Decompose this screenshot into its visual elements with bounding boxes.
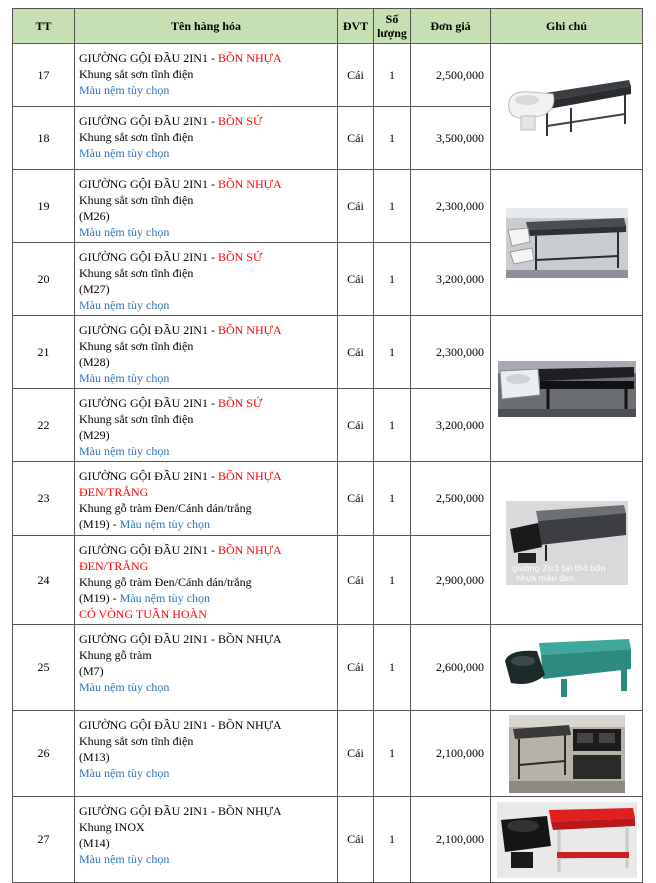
row-option: Màu nệm tùy chọn xyxy=(79,444,170,458)
product-photo-shampoo-bed-red-inox xyxy=(497,802,637,878)
row-option: Màu nệm tùy chọn xyxy=(119,517,210,531)
row-title-line xyxy=(79,249,337,265)
row-frame: Khung sắt sơn tĩnh điện xyxy=(79,67,194,81)
header-price: Đơn giá xyxy=(411,9,491,44)
row-title: GIƯỜNG GỘI ĐẦU 2IN1 - xyxy=(79,543,218,557)
price-table-wrapper xyxy=(12,8,642,883)
product-photo-shampoo-bed-white-basin xyxy=(501,72,633,142)
row-model: (M7) xyxy=(79,664,104,678)
row-title-line xyxy=(79,176,337,192)
row-title: GIƯỜNG GỘI ĐẦU 2IN1 - xyxy=(79,114,218,128)
product-photo-shampoo-beds-showroom xyxy=(506,208,628,278)
product-photo-shampoo-bed-black-basin xyxy=(506,501,628,585)
row-option: Màu nệm tùy chọn xyxy=(79,680,170,694)
row-model: (M26) xyxy=(79,209,110,223)
row-note-photo xyxy=(491,711,643,797)
row-qty: 1 xyxy=(374,316,411,389)
row-price: 2,500,000 xyxy=(411,44,491,107)
table-row xyxy=(13,625,643,711)
row-model: (M19) xyxy=(79,591,110,605)
row-unit: Cái xyxy=(338,389,374,462)
row-description xyxy=(75,536,338,625)
row-basin: BỒN NHỰA xyxy=(217,469,282,483)
row-description xyxy=(75,243,338,316)
table-row xyxy=(13,44,643,107)
row-qty: 1 xyxy=(374,389,411,462)
row-note-photo xyxy=(491,797,643,883)
row-price: 3,200,000 xyxy=(411,243,491,316)
row-frame: Khung gỗ tràm Đen/Cánh dán/trắng xyxy=(79,501,252,515)
row-qty: 1 xyxy=(374,107,411,170)
header-note: Ghi chú xyxy=(491,9,643,44)
row-basin-color: ĐEN/TRẮNG xyxy=(79,559,149,573)
row-extra: CÓ VÒNG TUẦN HOÀN xyxy=(79,607,207,621)
row-tt: 18 xyxy=(13,107,75,170)
row-qty: 1 xyxy=(374,44,411,107)
row-tt: 25 xyxy=(13,625,75,711)
header-qty-label: Số lượng xyxy=(377,12,407,40)
row-qty: 1 xyxy=(374,170,411,243)
row-title: GIƯỜNG GỘI ĐẦU 2IN1 - xyxy=(79,396,218,410)
row-description xyxy=(75,797,338,883)
row-tt: 20 xyxy=(13,243,75,316)
row-price: 2,300,000 xyxy=(411,316,491,389)
row-title: GIƯỜNG GỘI ĐẦU 2IN1 - BỒN NHỰA xyxy=(79,804,282,818)
row-tt: 24 xyxy=(13,536,75,625)
row-title-line xyxy=(79,395,337,411)
row-option: Màu nệm tùy chọn xyxy=(79,852,170,866)
product-photo-shampoo-bed-steel-frame xyxy=(509,715,625,793)
row-qty: 1 xyxy=(374,797,411,883)
row-frame: Khung sắt sơn tĩnh điện xyxy=(79,339,194,353)
row-title: GIƯỜNG GỘI ĐẦU 2IN1 - xyxy=(79,177,218,191)
row-qty: 1 xyxy=(374,243,411,316)
row-frame: Khung gỗ tràm Đen/Cánh dán/trắng xyxy=(79,575,252,589)
row-qty: 1 xyxy=(374,625,411,711)
row-model: (M28) xyxy=(79,355,110,369)
row-basin: BỒN SỨ xyxy=(217,114,263,128)
header-unit: ĐVT xyxy=(338,9,374,44)
product-photo-shampoo-bed-teal xyxy=(501,635,633,701)
row-option: Màu nệm tùy chọn xyxy=(79,371,170,385)
row-title: GIƯỜNG GỘI ĐẦU 2IN1 - BỒN NHỰA xyxy=(79,632,282,646)
row-tt: 17 xyxy=(13,44,75,107)
row-basin: BỒN NHỰA xyxy=(217,177,282,191)
product-photo-shampoo-bed-black xyxy=(498,361,636,417)
row-title-line xyxy=(79,542,337,558)
row-note-photo xyxy=(491,462,643,625)
row-description xyxy=(75,625,338,711)
table-row xyxy=(13,711,643,797)
row-description xyxy=(75,462,338,536)
row-frame: Khung sắt sơn tĩnh điện xyxy=(79,412,194,426)
row-qty: 1 xyxy=(374,536,411,625)
header-name: Tên hàng hóa xyxy=(75,9,338,44)
row-tt: 27 xyxy=(13,797,75,883)
row-description xyxy=(75,711,338,797)
row-tt: 22 xyxy=(13,389,75,462)
row-unit: Cái xyxy=(338,44,374,107)
row-frame: Khung sắt sơn tĩnh điện xyxy=(79,130,194,144)
row-model-line xyxy=(79,590,337,606)
row-note-photo xyxy=(491,170,643,316)
photo-caption-line2: nhựa màu đen xyxy=(515,574,574,583)
row-title: GIƯỜNG GỘI ĐẦU 2IN1 - xyxy=(79,250,218,264)
row-price: 2,900,000 xyxy=(411,536,491,625)
row-price: 2,100,000 xyxy=(411,711,491,797)
row-unit: Cái xyxy=(338,107,374,170)
row-description xyxy=(75,389,338,462)
row-unit: Cái xyxy=(338,170,374,243)
row-unit: Cái xyxy=(338,536,374,625)
row-model: (M13) xyxy=(79,750,110,764)
row-basin: BỒN NHỰA xyxy=(217,543,282,557)
row-unit: Cái xyxy=(338,711,374,797)
row-option: Màu nệm tùy chọn xyxy=(79,766,170,780)
row-unit: Cái xyxy=(338,462,374,536)
row-tt: 26 xyxy=(13,711,75,797)
table-row xyxy=(13,316,643,389)
row-tt: 19 xyxy=(13,170,75,243)
row-frame: Khung gỗ tràm xyxy=(79,648,152,662)
row-basin-color: ĐEN/TRẮNG xyxy=(79,485,149,499)
row-option: Màu nệm tùy chọn xyxy=(79,298,170,312)
row-title: GIƯỜNG GỘI ĐẦU 2IN1 - BỒN NHỰA xyxy=(79,718,282,732)
row-price: 2,100,000 xyxy=(411,797,491,883)
row-title-line xyxy=(79,113,337,129)
row-title-line xyxy=(79,468,337,484)
row-title: GIƯỜNG GỘI ĐẦU 2IN1 - xyxy=(79,469,218,483)
row-note-photo xyxy=(491,625,643,711)
row-option: Màu nệm tùy chọn xyxy=(79,146,170,160)
row-unit: Cái xyxy=(338,625,374,711)
table-row xyxy=(13,797,643,883)
row-unit: Cái xyxy=(338,243,374,316)
row-price: 2,500,000 xyxy=(411,462,491,536)
row-separator: - xyxy=(109,517,120,531)
row-model: (M27) xyxy=(79,282,110,296)
photo-caption-line1: giường 2in1 tại thô bồn xyxy=(511,564,605,573)
row-title: GIƯỜNG GỘI ĐẦU 2IN1 - xyxy=(79,323,218,337)
row-model: (M14) xyxy=(79,836,110,850)
row-title-line xyxy=(79,322,337,338)
row-title: GIƯỜNG GỘI ĐẦU 2IN1 - xyxy=(79,51,218,65)
row-model: (M19) xyxy=(79,517,110,531)
table-row xyxy=(13,462,643,536)
price-table xyxy=(12,8,643,883)
row-price: 2,600,000 xyxy=(411,625,491,711)
row-basin: BỒN NHỰA xyxy=(217,323,282,337)
row-model-line xyxy=(79,516,337,532)
row-description xyxy=(75,170,338,243)
row-description xyxy=(75,44,338,107)
row-model: (M29) xyxy=(79,428,110,442)
header-qty xyxy=(374,9,411,44)
row-qty: 1 xyxy=(374,711,411,797)
row-basin: BỒN SỨ xyxy=(217,396,263,410)
row-qty: 1 xyxy=(374,462,411,536)
header-tt: TT xyxy=(13,9,75,44)
row-tt: 21 xyxy=(13,316,75,389)
row-description xyxy=(75,316,338,389)
row-tt: 23 xyxy=(13,462,75,536)
row-description xyxy=(75,107,338,170)
row-option: Màu nệm tùy chọn xyxy=(119,591,210,605)
row-price: 3,500,000 xyxy=(411,107,491,170)
row-note-photo xyxy=(491,316,643,462)
row-option: Màu nệm tùy chọn xyxy=(79,225,170,239)
row-frame: Khung sắt sơn tĩnh điện xyxy=(79,193,194,207)
row-note-photo xyxy=(491,44,643,170)
row-basin: BỒN SỨ xyxy=(217,250,263,264)
row-unit: Cái xyxy=(338,316,374,389)
row-option: Màu nệm tùy chọn xyxy=(79,83,170,97)
row-frame: Khung INOX xyxy=(79,820,145,834)
row-frame: Khung sắt sơn tĩnh điện xyxy=(79,266,194,280)
row-price: 3,200,000 xyxy=(411,389,491,462)
row-basin: BỒN NHỰA xyxy=(217,51,282,65)
row-unit: Cái xyxy=(338,797,374,883)
row-price: 2,300,000 xyxy=(411,170,491,243)
row-frame: Khung sắt sơn tĩnh điện xyxy=(79,734,194,748)
row-separator: - xyxy=(109,591,120,605)
header-row xyxy=(13,9,643,44)
table-row xyxy=(13,170,643,243)
row-title-line xyxy=(79,50,337,66)
